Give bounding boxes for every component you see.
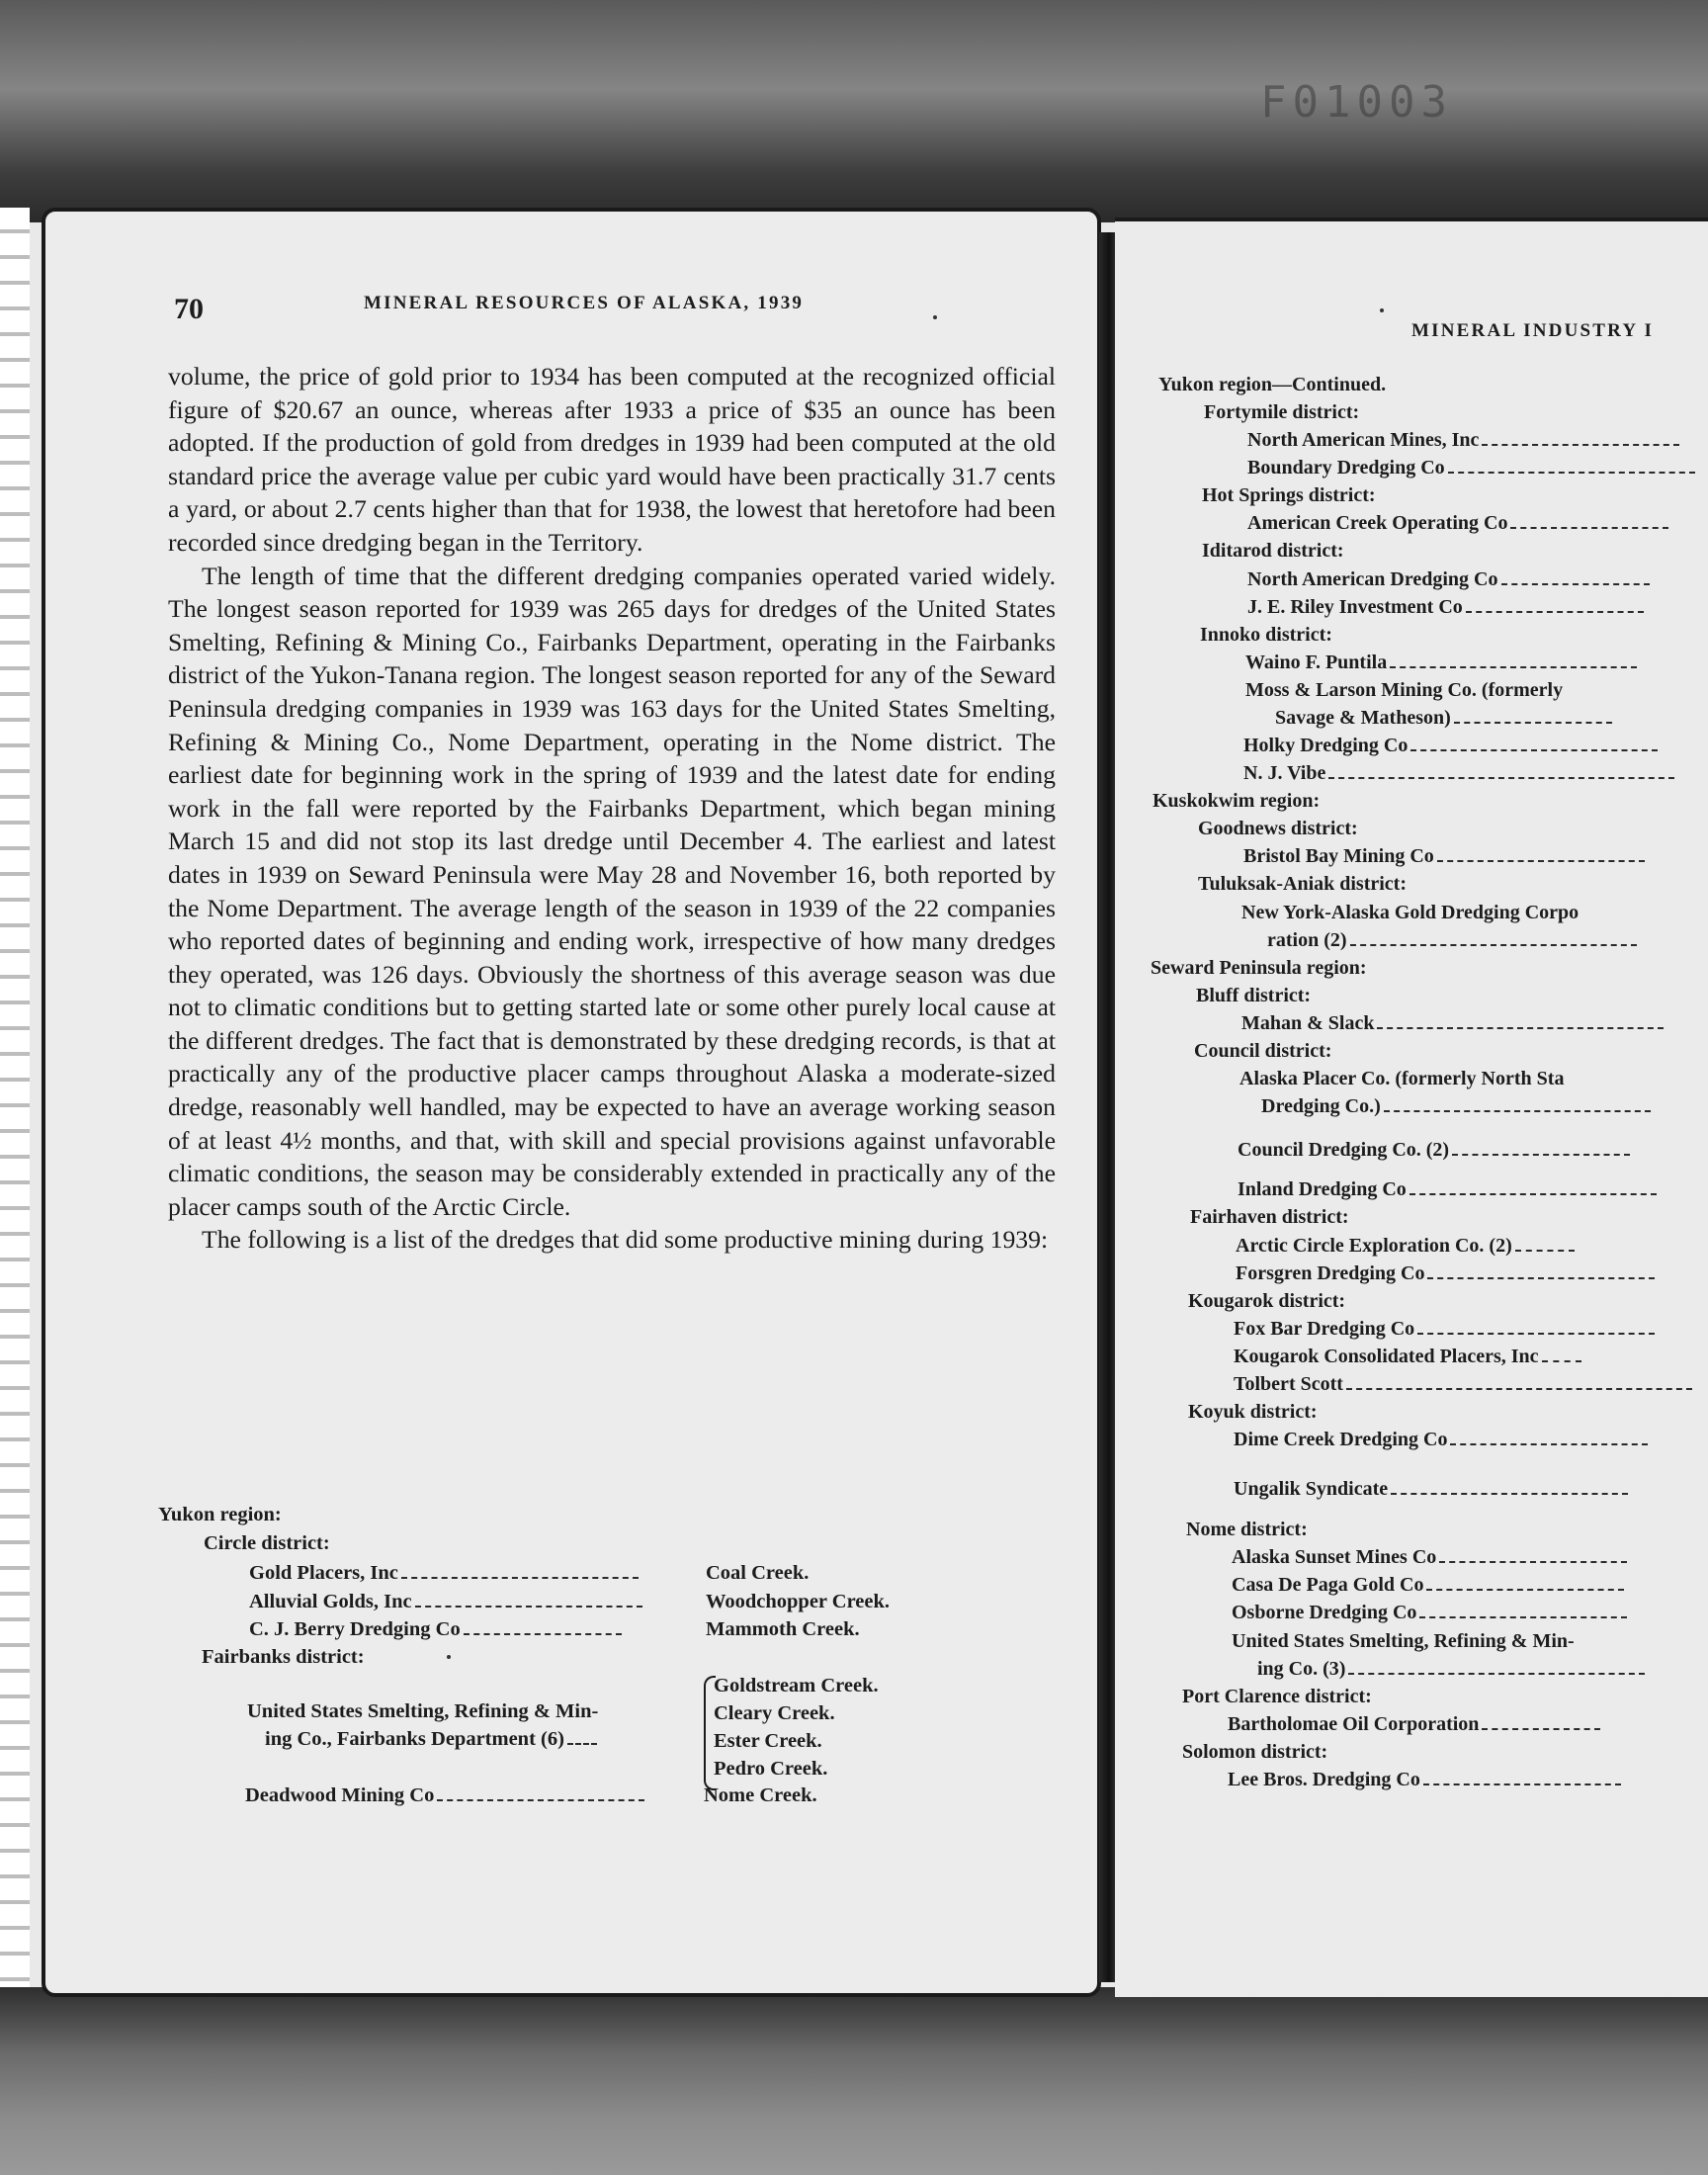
dredge-company: Osborne Dredging Co	[1232, 1602, 1627, 1624]
dredge-company: Kougarok Consolidated Placers, Inc	[1234, 1346, 1581, 1368]
district-heading: Tuluksak-Aniak district:	[1198, 873, 1407, 895]
district-heading: Fortymile district:	[1204, 401, 1360, 423]
dredge-company: American Creek Operating Co	[1247, 512, 1668, 535]
dredge-creek: Coal Creek.	[706, 1562, 810, 1584]
dredge-creek: Ester Creek.	[714, 1730, 822, 1752]
running-head-right: MINERAL INDUSTRY I	[1411, 320, 1655, 341]
region-heading: Kuskokwim region:	[1153, 790, 1321, 812]
district-heading: Innoko district:	[1200, 624, 1332, 646]
district-heading: Port Clarence district:	[1182, 1686, 1372, 1707]
dredge-company: Dime Creek Dredging Co	[1234, 1429, 1648, 1451]
district-heading: Goodnews district:	[1198, 818, 1358, 839]
body-text	[168, 360, 1056, 1257]
dredge-creek: Nome Creek.	[704, 1784, 817, 1806]
district-heading: Kougarok district:	[1188, 1290, 1346, 1312]
dredge-company: Holky Dredging Co	[1243, 735, 1658, 757]
dredge-company: Alluvial Golds, Inc	[249, 1591, 412, 1612]
dredge-company: C. J. Berry Dredging Co	[249, 1618, 461, 1640]
district-heading: Iditarod district:	[1202, 540, 1344, 562]
dredge-company: Bristol Bay Mining Co	[1243, 845, 1645, 868]
dredge-company: Tolbert Scott	[1234, 1373, 1692, 1396]
dredge-company: New York-Alaska Gold Dredging Corpo	[1241, 902, 1580, 923]
region-heading-yukon: Yukon region:	[158, 1504, 282, 1525]
dredge-company: Gold Placers, Inc	[249, 1562, 398, 1584]
dot-leader	[464, 1619, 622, 1635]
dredge-company: Mahan & Slack	[1241, 1012, 1664, 1035]
dredge-company: North American Dredging Co	[1247, 568, 1650, 591]
dredge-company: Arctic Circle Exploration Co. (2)	[1236, 1235, 1575, 1258]
dredge-company: Savage & Matheson)	[1275, 707, 1612, 730]
dredge-company: North American Mines, Inc	[1247, 429, 1679, 452]
region-heading: Seward Peninsula region:	[1151, 957, 1367, 979]
district-heading-fairbanks: Fairbanks district:	[202, 1646, 365, 1668]
dredge-company: United States Smelting, Refining & Min-	[1232, 1630, 1575, 1652]
scan-border-bottom	[0, 1987, 1708, 2175]
dredge-company: Deadwood Mining Co	[245, 1784, 435, 1806]
dredge-company: ration (2)	[1267, 929, 1637, 952]
dredge-row	[245, 1784, 647, 1807]
dredge-company: N. J. Vibe	[1243, 762, 1674, 785]
dredge-company: ing Co., Fairbanks Department (6)	[265, 1728, 564, 1750]
dot-leader	[401, 1563, 639, 1579]
district-heading: Nome district:	[1186, 1519, 1308, 1540]
dredge-creek: Woodchopper Creek.	[706, 1591, 891, 1612]
dredge-creek: Goldstream Creek.	[714, 1675, 879, 1696]
dredge-company: Ungalik Syndicate	[1234, 1478, 1628, 1501]
dredge-creek: Pedro Creek.	[714, 1758, 828, 1780]
scan-border-left	[0, 208, 30, 2007]
paragraph-1: volume, the price of gold prior to 1934 has been computed at the recognized official figure of $20.67 an ounce, whereas after 1933 a price of $35 an ounce has been adopted. If the production of gold from dredges in 1939 had been computed at the old standard price the average value per cubic yard would have been practically 31.7 cents a yard, or about 2.7 cents higher than that for 1938, the lowest that heretofore had been recorded since dredging began in the Territory.	[168, 362, 1056, 557]
dredge-company: Lee Bros. Dredging Co	[1228, 1769, 1621, 1791]
district-heading: Koyuk district:	[1188, 1401, 1318, 1423]
dot-leader	[567, 1729, 597, 1745]
district-heading: Hot Springs district:	[1202, 484, 1376, 506]
dredge-company: ing Co. (3)	[1257, 1658, 1645, 1681]
district-heading-circle: Circle district:	[204, 1532, 330, 1554]
archive-stamp: F01003	[1260, 77, 1453, 128]
district-heading: Bluff district:	[1196, 985, 1312, 1006]
dredge-row	[265, 1728, 600, 1751]
district-heading: Fairhaven district:	[1190, 1206, 1349, 1228]
district-heading: Council district:	[1194, 1040, 1332, 1062]
dredge-creek: Cleary Creek.	[714, 1702, 835, 1724]
dredge-company: Fox Bar Dredging Co	[1234, 1318, 1655, 1341]
paragraph-3: The following is a list of the dredges that did some productive mining during 1939:	[202, 1225, 1049, 1255]
dredge-company: Bartholomae Oil Corporation	[1228, 1713, 1600, 1736]
dredge-creek: Mammoth Creek.	[706, 1618, 860, 1640]
dredge-company: Council Dredging Co. (2)	[1238, 1139, 1630, 1162]
dredge-company: Alaska Sunset Mines Co	[1232, 1546, 1627, 1569]
dredge-company-line: United States Smelting, Refining & Min-	[247, 1700, 599, 1722]
dredge-row	[249, 1618, 625, 1641]
dredge-company: Forsgren Dredging Co	[1236, 1262, 1655, 1285]
dredge-company: Casa De Paga Gold Co	[1232, 1574, 1624, 1597]
running-head-left: MINERAL RESOURCES OF ALASKA, 1939	[364, 293, 805, 313]
dot-leader	[415, 1592, 642, 1608]
dredge-company: Waino F. Puntila	[1245, 652, 1637, 674]
dot-leader	[437, 1785, 644, 1801]
dredge-company: J. E. Riley Investment Co	[1247, 596, 1644, 619]
paragraph-2: The length of time that the different dredging companies operated varied widely. The longest season reported for 1939 was 265 days for dredges of the United States Smelting, Refining & Mining Co., Fairbanks Department, operating in the Fairbanks district of the Yukon-Tanana region. The longest season reported for any of the Seward Peninsula dredging companies in 1939 was 163 days for the United States Smelting, Refining & Mining Co., Nome Department, operating in the Nome district. The earliest date for beginning work in the spring of 1939 and the latest date for ending work in the fall were reported by the Fairbanks Department, which began mining March 15 and did not stop its last dredge until December 4. The earliest and latest dates in 1939 on Seward Peninsula were May 28 and November 16, both reported by the Nome Department. The average length of the season in 1939 of the 22 companies who reported dates of beginning and ending work, irrespective of how many dredges they operated, was 126 days. Obviously the shortness of this average season was due not to climatic conditions but to getting started late or some other purely local cause at the different dredges. The fact that is demonstrated by these dredging records, is that at practically any of the productive placer camps throughout Alaska a moderate-sized dredge, reasonably well handled, may be expected to have an average working season of at least 4½ months, and that, with skill and special provisions against unfavorable climatic conditions, the season may be considerably extended in practically any of the placer camps south of the Arctic Circle.	[168, 561, 1056, 1221]
dredge-company: Inland Dredging Co	[1238, 1178, 1657, 1201]
region-heading: Yukon region—Continued.	[1158, 374, 1387, 395]
dredge-company: Boundary Dredging Co	[1247, 457, 1695, 479]
district-heading: Solomon district:	[1182, 1741, 1328, 1763]
dredge-company: Alaska Placer Co. (formerly North Sta	[1239, 1068, 1565, 1089]
dredge-row	[249, 1591, 645, 1613]
scan-speck	[447, 1655, 451, 1659]
dredge-company: Dredging Co.)	[1261, 1095, 1651, 1118]
page-number: 70	[174, 293, 204, 325]
scan-speck	[933, 315, 937, 319]
dredge-company: Moss & Larson Mining Co. (formerly	[1245, 679, 1564, 701]
scan-speck	[1380, 308, 1384, 312]
dredge-row	[249, 1562, 641, 1585]
